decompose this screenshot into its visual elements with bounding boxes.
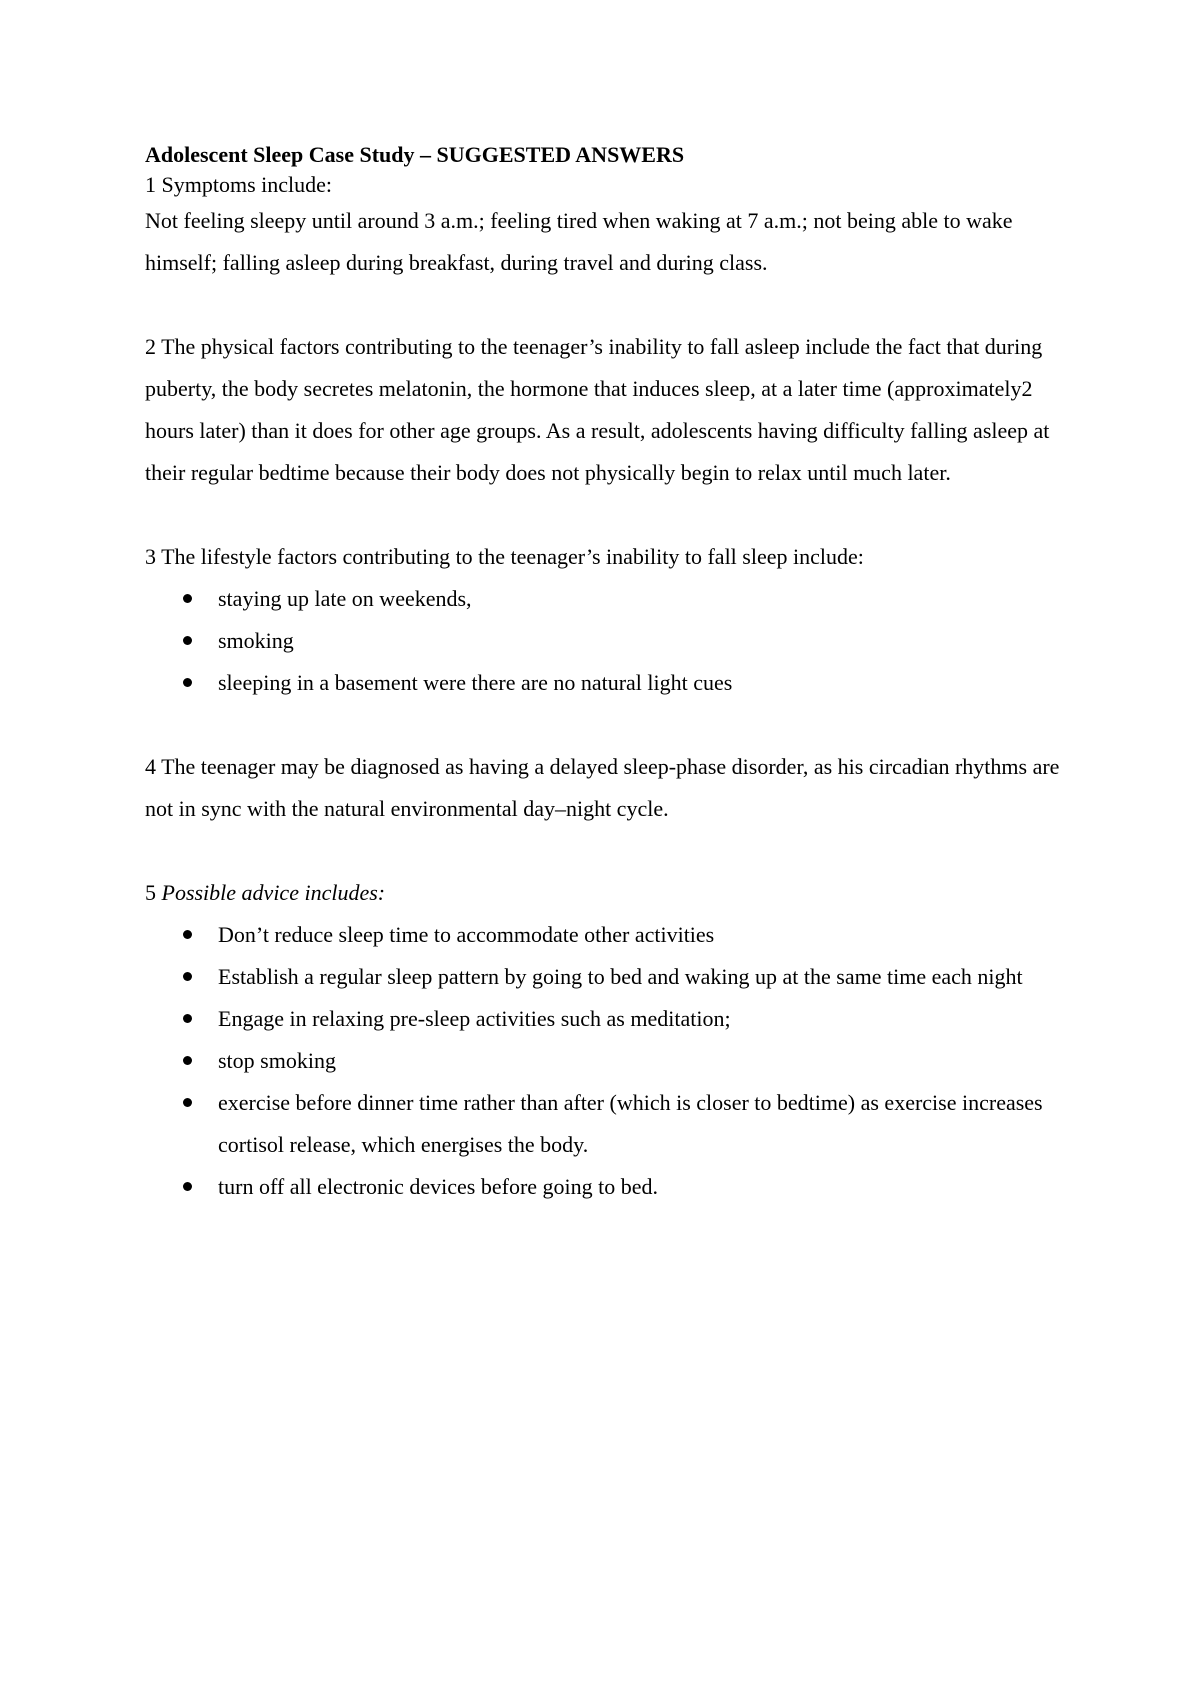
list-item-text: Engage in relaxing pre-sleep activities such as meditation; [218, 1006, 731, 1031]
spacer [145, 494, 1065, 536]
list-item-text: smoking [218, 628, 294, 653]
bullet-icon [183, 636, 192, 645]
list-item [145, 662, 1065, 704]
q5-number: 5 [145, 880, 156, 905]
q2-answer: 2 The physical factors contributing to the teenager’s inability to fall asleep include the fact that during puberty, the body secretes melatonin, the hormone that induces sleep, at a later time (approximately2 hours later) than it does for other age groups. As a result, adolescents having difficulty falling asleep at their regular bedtime because their body does not physically begin to relax until much later. [145, 334, 1050, 485]
q1-label: 1 Symptoms include: [145, 172, 332, 197]
bullet-icon [183, 1014, 192, 1023]
list-item-text: Establish a regular sleep pattern by going to bed and waking up at the same time each night [218, 964, 1023, 989]
list-item [145, 956, 1065, 998]
bullet-icon [183, 930, 192, 939]
q5-list [145, 914, 1065, 1208]
bullet-icon [183, 594, 192, 603]
q5-label: Possible advice includes: [161, 880, 386, 905]
q5-intro [145, 872, 1065, 914]
list-item-text: staying up late on weekends, [218, 586, 472, 611]
list-item-text: Don’t reduce sleep time to accommodate other activities [218, 922, 715, 947]
bullet-icon [183, 678, 192, 687]
list-item [145, 998, 1065, 1040]
list-item-text: exercise before dinner time rather than after (which is closer to bedtime) as exercise increases cortisol release, which energises the body. [218, 1090, 1043, 1157]
list-item [145, 1040, 1065, 1082]
bullet-icon [183, 1056, 192, 1065]
list-item-text: stop smoking [218, 1048, 336, 1073]
q1-answer: Not feeling sleepy until around 3 a.m.; feeling tired when waking at 7 a.m.; not being able to wake himself; falling asleep during breakfast, during travel and during class. [145, 208, 1013, 275]
q3-list [145, 578, 1065, 704]
list-item [145, 1082, 1065, 1166]
bullet-icon [183, 1182, 192, 1191]
spacer [145, 704, 1065, 746]
list-item [145, 914, 1065, 956]
list-item [145, 1166, 1065, 1208]
q3-intro: 3 The lifestyle factors contributing to the teenager’s inability to fall sleep include: [145, 544, 864, 569]
spacer [145, 284, 1065, 326]
list-item-text: turn off all electronic devices before going to bed. [218, 1174, 659, 1199]
spacer [145, 830, 1065, 872]
bullet-icon [183, 972, 192, 981]
document-page [145, 140, 1065, 1208]
q4-answer: 4 The teenager may be diagnosed as having a delayed sleep-phase disorder, as his circadian rhythms are not in sync with the natural environmental day–night cycle. [145, 754, 1060, 821]
document-title: Adolescent Sleep Case Study – SUGGESTED ANSWERS [145, 142, 685, 167]
list-item-text: sleeping in a basement were there are no natural light cues [218, 670, 733, 695]
bullet-icon [183, 1098, 192, 1107]
list-item [145, 578, 1065, 620]
list-item [145, 620, 1065, 662]
